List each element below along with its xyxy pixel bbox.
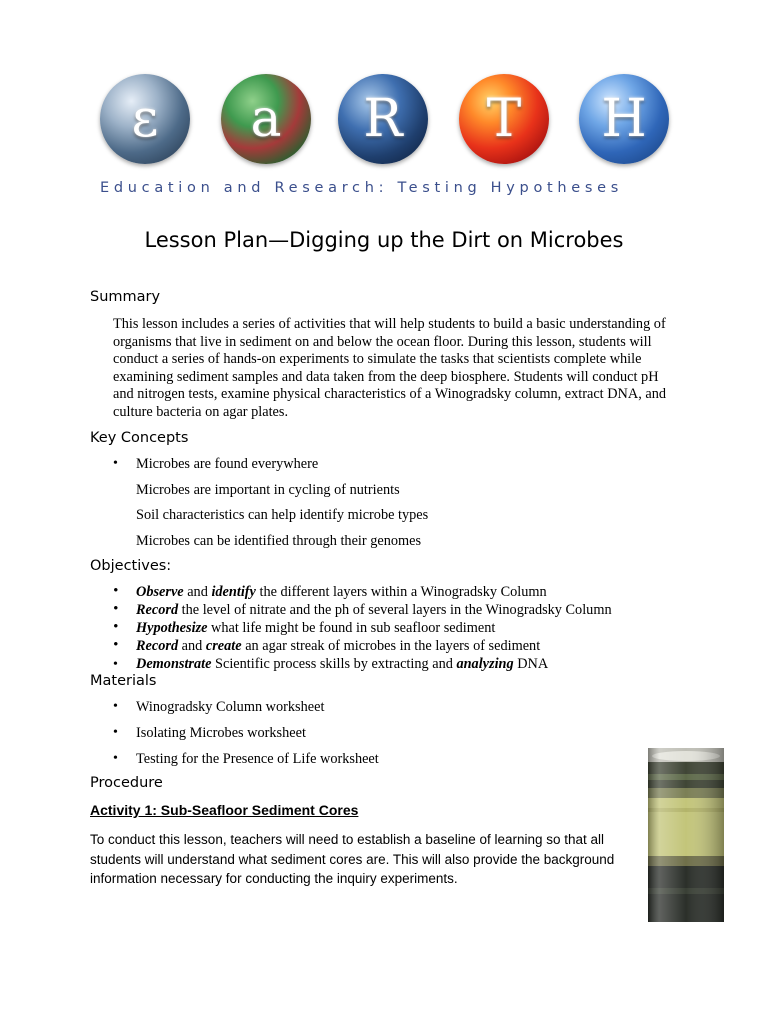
list-item: • Demonstrate Scientific process skills by extracting and analyzing DNA bbox=[113, 656, 612, 674]
list-item: Microbes can be identified through their genomes bbox=[136, 533, 422, 549]
objectives-heading: Objectives: bbox=[90, 558, 172, 574]
list-item: • Hypothesize what life might be found in sub seafloor sediment bbox=[113, 620, 612, 638]
list-item: • Microbes are found everywhere bbox=[113, 456, 428, 482]
summary-text: This lesson includes a series of activities that will help students to build a basic understanding of organisms that live in sediment on and below the ocean floor. During this lesson, students will conduct a series of hands-on experiments to simulate the tasks that scientists complete while examining sediment samples and data taken from the deep biosphere. Students will conduct pH and nitrogen tests, examine physical characteristics of a Winogradsky column, extract DNA, and culture bacteria on agar plates. bbox=[113, 316, 666, 420]
globe-e-icon: ε bbox=[100, 74, 190, 164]
key-concepts-list bbox=[113, 456, 428, 559]
earth-logo bbox=[88, 68, 678, 208]
list-item: • Observe and identify the different layers within a Winogradsky Column bbox=[113, 584, 612, 602]
globe-a-icon: a bbox=[221, 74, 311, 164]
materials-heading: Materials bbox=[90, 673, 157, 689]
globe-h-icon: H bbox=[579, 74, 669, 164]
objectives-list bbox=[113, 584, 612, 674]
globe-t-icon: T bbox=[459, 74, 549, 164]
list-item: • Record the level of nitrate and the ph of several layers in the Winogradsky Column bbox=[113, 602, 612, 620]
key-concepts-heading: Key Concepts bbox=[90, 430, 189, 446]
list-item: • Isolating Microbes worksheet bbox=[113, 725, 379, 751]
list-item: Soil characteristics can help identify microbe types bbox=[136, 507, 429, 523]
logo-tagline: Education and Research: Testing Hypotheses bbox=[100, 180, 624, 196]
list-item: • Winogradsky Column worksheet bbox=[113, 699, 379, 725]
sediment-core-image bbox=[648, 748, 724, 922]
list-item: • Record and create an agar streak of microbes in the layers of sediment bbox=[113, 638, 612, 656]
list-item: Microbes are important in cycling of nutrients bbox=[136, 482, 400, 498]
list-item: • Testing for the Presence of Life worksheet bbox=[113, 751, 379, 777]
activity-title: Activity 1: Sub-Seafloor Sediment Cores bbox=[90, 802, 359, 818]
page-title: Lesson Plan—Digging up the Dirt on Microbes bbox=[144, 228, 624, 252]
procedure-text: To conduct this lesson, teachers will need to establish a baseline of learning so that all students will understand what sediment cores are. This will also provide the background information necessary for conducting the inquiry experiments. bbox=[90, 832, 615, 887]
summary-heading: Summary bbox=[90, 289, 161, 305]
procedure-heading: Procedure bbox=[90, 775, 163, 791]
sediment-core-icon bbox=[648, 748, 724, 922]
globe-r-icon: R bbox=[338, 74, 428, 164]
materials-list bbox=[113, 699, 379, 777]
